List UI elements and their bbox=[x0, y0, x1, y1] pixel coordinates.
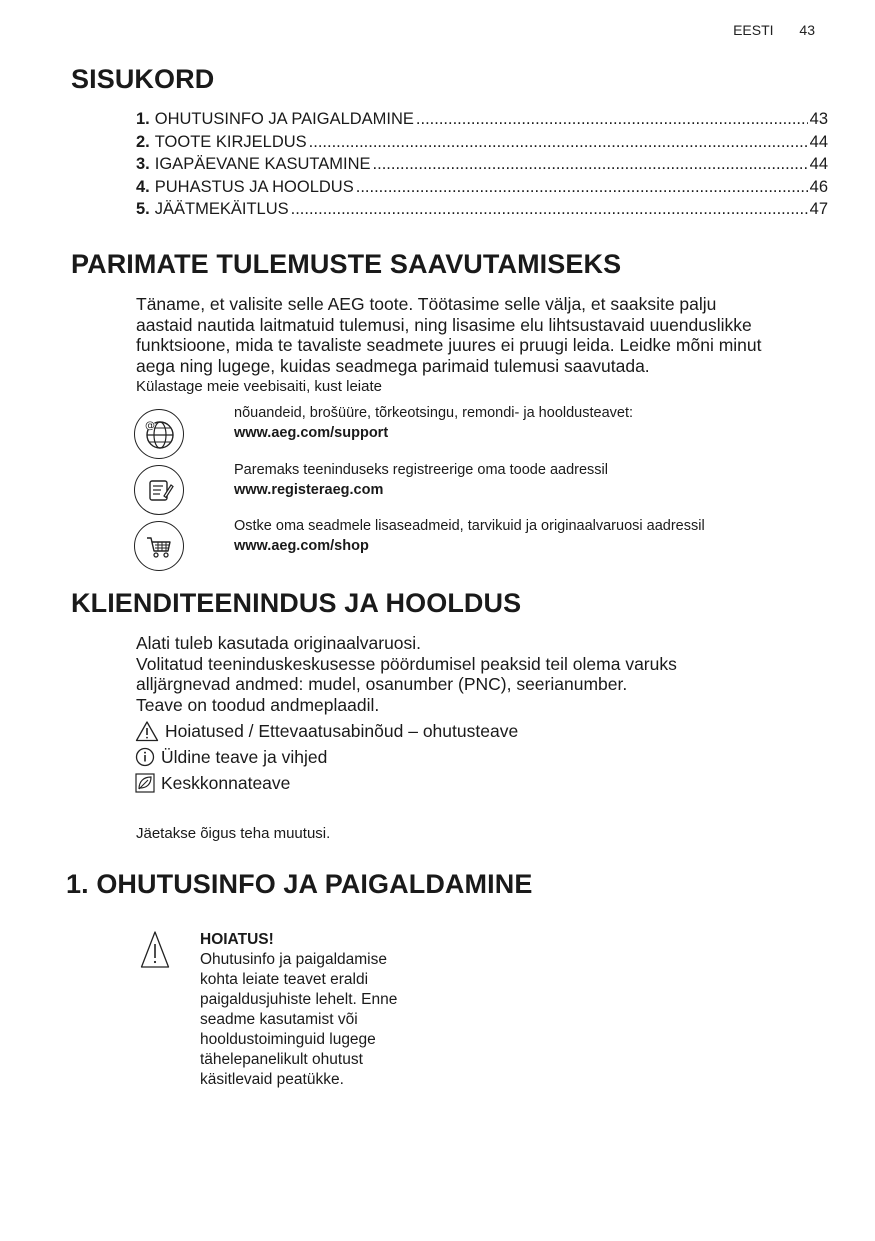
toc-item-page: 46 bbox=[809, 177, 828, 196]
legend-item-info bbox=[135, 744, 518, 770]
toc-leader-dots bbox=[356, 178, 808, 197]
cart-icon bbox=[134, 521, 184, 571]
toc-item-number: 4. bbox=[136, 177, 150, 196]
service-text bbox=[136, 633, 836, 715]
warning-icon bbox=[140, 930, 170, 970]
register-link-text: Paremaks teeninduseks registreerige oma toode aadressil bbox=[234, 462, 608, 478]
service-line: Teave on toodud andmeplaadil. bbox=[136, 694, 380, 715]
svg-text:@: @ bbox=[145, 420, 155, 432]
warning-line: seadme kasutamist või bbox=[200, 1011, 358, 1028]
legend-item-warning bbox=[135, 718, 518, 744]
toc-item-number: 5. bbox=[136, 200, 150, 218]
support-link-block bbox=[234, 403, 633, 443]
toc-item-label: TOOTE KIRJELDUS bbox=[154, 132, 307, 151]
service-title: KLIENDITEENINDUS JA HOOLDUS bbox=[71, 588, 522, 618]
best-results-title: PARIMATE TULEMUSTE SAAVUTAMISEKS bbox=[71, 249, 622, 279]
toc-leader-dots bbox=[373, 155, 808, 174]
toc-item[interactable] bbox=[136, 200, 828, 223]
rights-note: Jäetakse õigus teha muutusi. bbox=[136, 825, 331, 842]
register-link-block bbox=[234, 460, 608, 500]
info-icon bbox=[135, 747, 155, 767]
warning-line: käsitlevaid peatükke. bbox=[200, 1071, 344, 1088]
toc-item[interactable] bbox=[136, 178, 828, 201]
safety-warning bbox=[200, 930, 460, 1090]
warning-line: hooldustoiminguid lugege bbox=[200, 1031, 376, 1048]
toc-leader-dots bbox=[291, 200, 808, 219]
toc-item-label: PUHASTUS JA HOOLDUS bbox=[154, 177, 354, 196]
toc-leader-dots bbox=[416, 110, 808, 129]
support-link-url[interactable]: www.aeg.com/support bbox=[234, 425, 389, 441]
toc-item-number: 1. bbox=[136, 110, 150, 128]
service-line: alljärgnevad andmed: mudel, osanumber (PNC), seerianumber. bbox=[136, 674, 628, 694]
warning-icon bbox=[135, 720, 159, 742]
warning-line: Ohutusinfo ja paigaldamise bbox=[200, 951, 387, 968]
page-number: 43 bbox=[799, 22, 815, 38]
toc-item-page: 47 bbox=[809, 200, 828, 218]
warning-title: HOIATUS! bbox=[200, 931, 274, 948]
toc-item-number: 2. bbox=[136, 132, 150, 151]
legend-item-environment bbox=[135, 770, 518, 796]
service-line: Volitatud teeninduskeskusesse pöördumisel peaksid teil olema varuks bbox=[136, 653, 677, 674]
legend-label: Hoiatused / Ettevaatusabinõud – ohutusteave bbox=[165, 720, 519, 741]
toc-item-page: 44 bbox=[809, 155, 828, 173]
toc-item-label: JÄÄTMEKÄITLUS bbox=[154, 200, 289, 218]
shop-link-block bbox=[234, 516, 705, 556]
intro-line: aastaid nautida laitmatuid tulemusi, ning lisasime elu lihtsustavaid uuenduslikke bbox=[136, 314, 752, 335]
warning-line: tähelepanelikult ohutust bbox=[200, 1051, 363, 1068]
safety-title: 1. OHUTUSINFO JA PAIGALDAMINE bbox=[66, 869, 533, 899]
visit-text: Külastage meie veebisaiti, kust leiate bbox=[136, 378, 382, 395]
toc-title: SISUKORD bbox=[71, 64, 215, 94]
toc-item-label: IGAPÄEVANE KASUTAMINE bbox=[154, 155, 371, 173]
warning-line: kohta leiate teavet eraldi bbox=[200, 971, 369, 988]
warning-line: paigaldusjuhiste lehelt. Enne bbox=[200, 991, 398, 1008]
register-icon bbox=[134, 465, 184, 515]
globe-icon bbox=[134, 409, 184, 459]
register-link-url[interactable]: www.registeraeg.com bbox=[234, 482, 384, 498]
toc-item-label: OHUTUSINFO JA PAIGALDAMINE bbox=[154, 110, 414, 128]
toc-item-page: 44 bbox=[809, 132, 828, 151]
page-header bbox=[733, 22, 815, 38]
toc-item[interactable] bbox=[136, 133, 828, 156]
toc-leader-dots bbox=[309, 133, 808, 152]
best-results-intro bbox=[136, 294, 836, 376]
support-link-text: nõuandeid, brošüüre, tõrkeotsingu, remondi- ja hooldusteavet: bbox=[234, 405, 634, 421]
table-of-contents bbox=[136, 110, 828, 223]
legend-label: Keskkonnateave bbox=[161, 772, 291, 793]
intro-line: Täname, et valisite selle AEG toote. Töötasime selle välja, et saaksite palju bbox=[136, 294, 717, 314]
intro-line: aega ning lugege, kuidas seadmega parimaid tulemusi saavutada. bbox=[136, 355, 650, 376]
language-label: EESTI bbox=[733, 22, 774, 38]
leaf-icon bbox=[135, 773, 155, 793]
symbol-legend bbox=[135, 718, 518, 796]
service-line: Alati tuleb kasutada originaalvaruosi. bbox=[136, 633, 422, 653]
legend-label: Üldine teave ja vihjed bbox=[161, 746, 328, 767]
toc-item[interactable] bbox=[136, 155, 828, 178]
shop-link-url[interactable]: www.aeg.com/shop bbox=[234, 538, 369, 554]
toc-item-page: 43 bbox=[809, 110, 828, 128]
toc-item[interactable] bbox=[136, 110, 828, 133]
intro-line: funktsioone, mida te tavaliste seadmete juures ei pruugi leida. Leidke mõni minut bbox=[136, 335, 762, 355]
shop-link-text: Ostke oma seadmele lisaseadmeid, tarvikuid ja originaalvaruosi aadressil bbox=[234, 518, 705, 534]
toc-item-number: 3. bbox=[136, 155, 150, 173]
